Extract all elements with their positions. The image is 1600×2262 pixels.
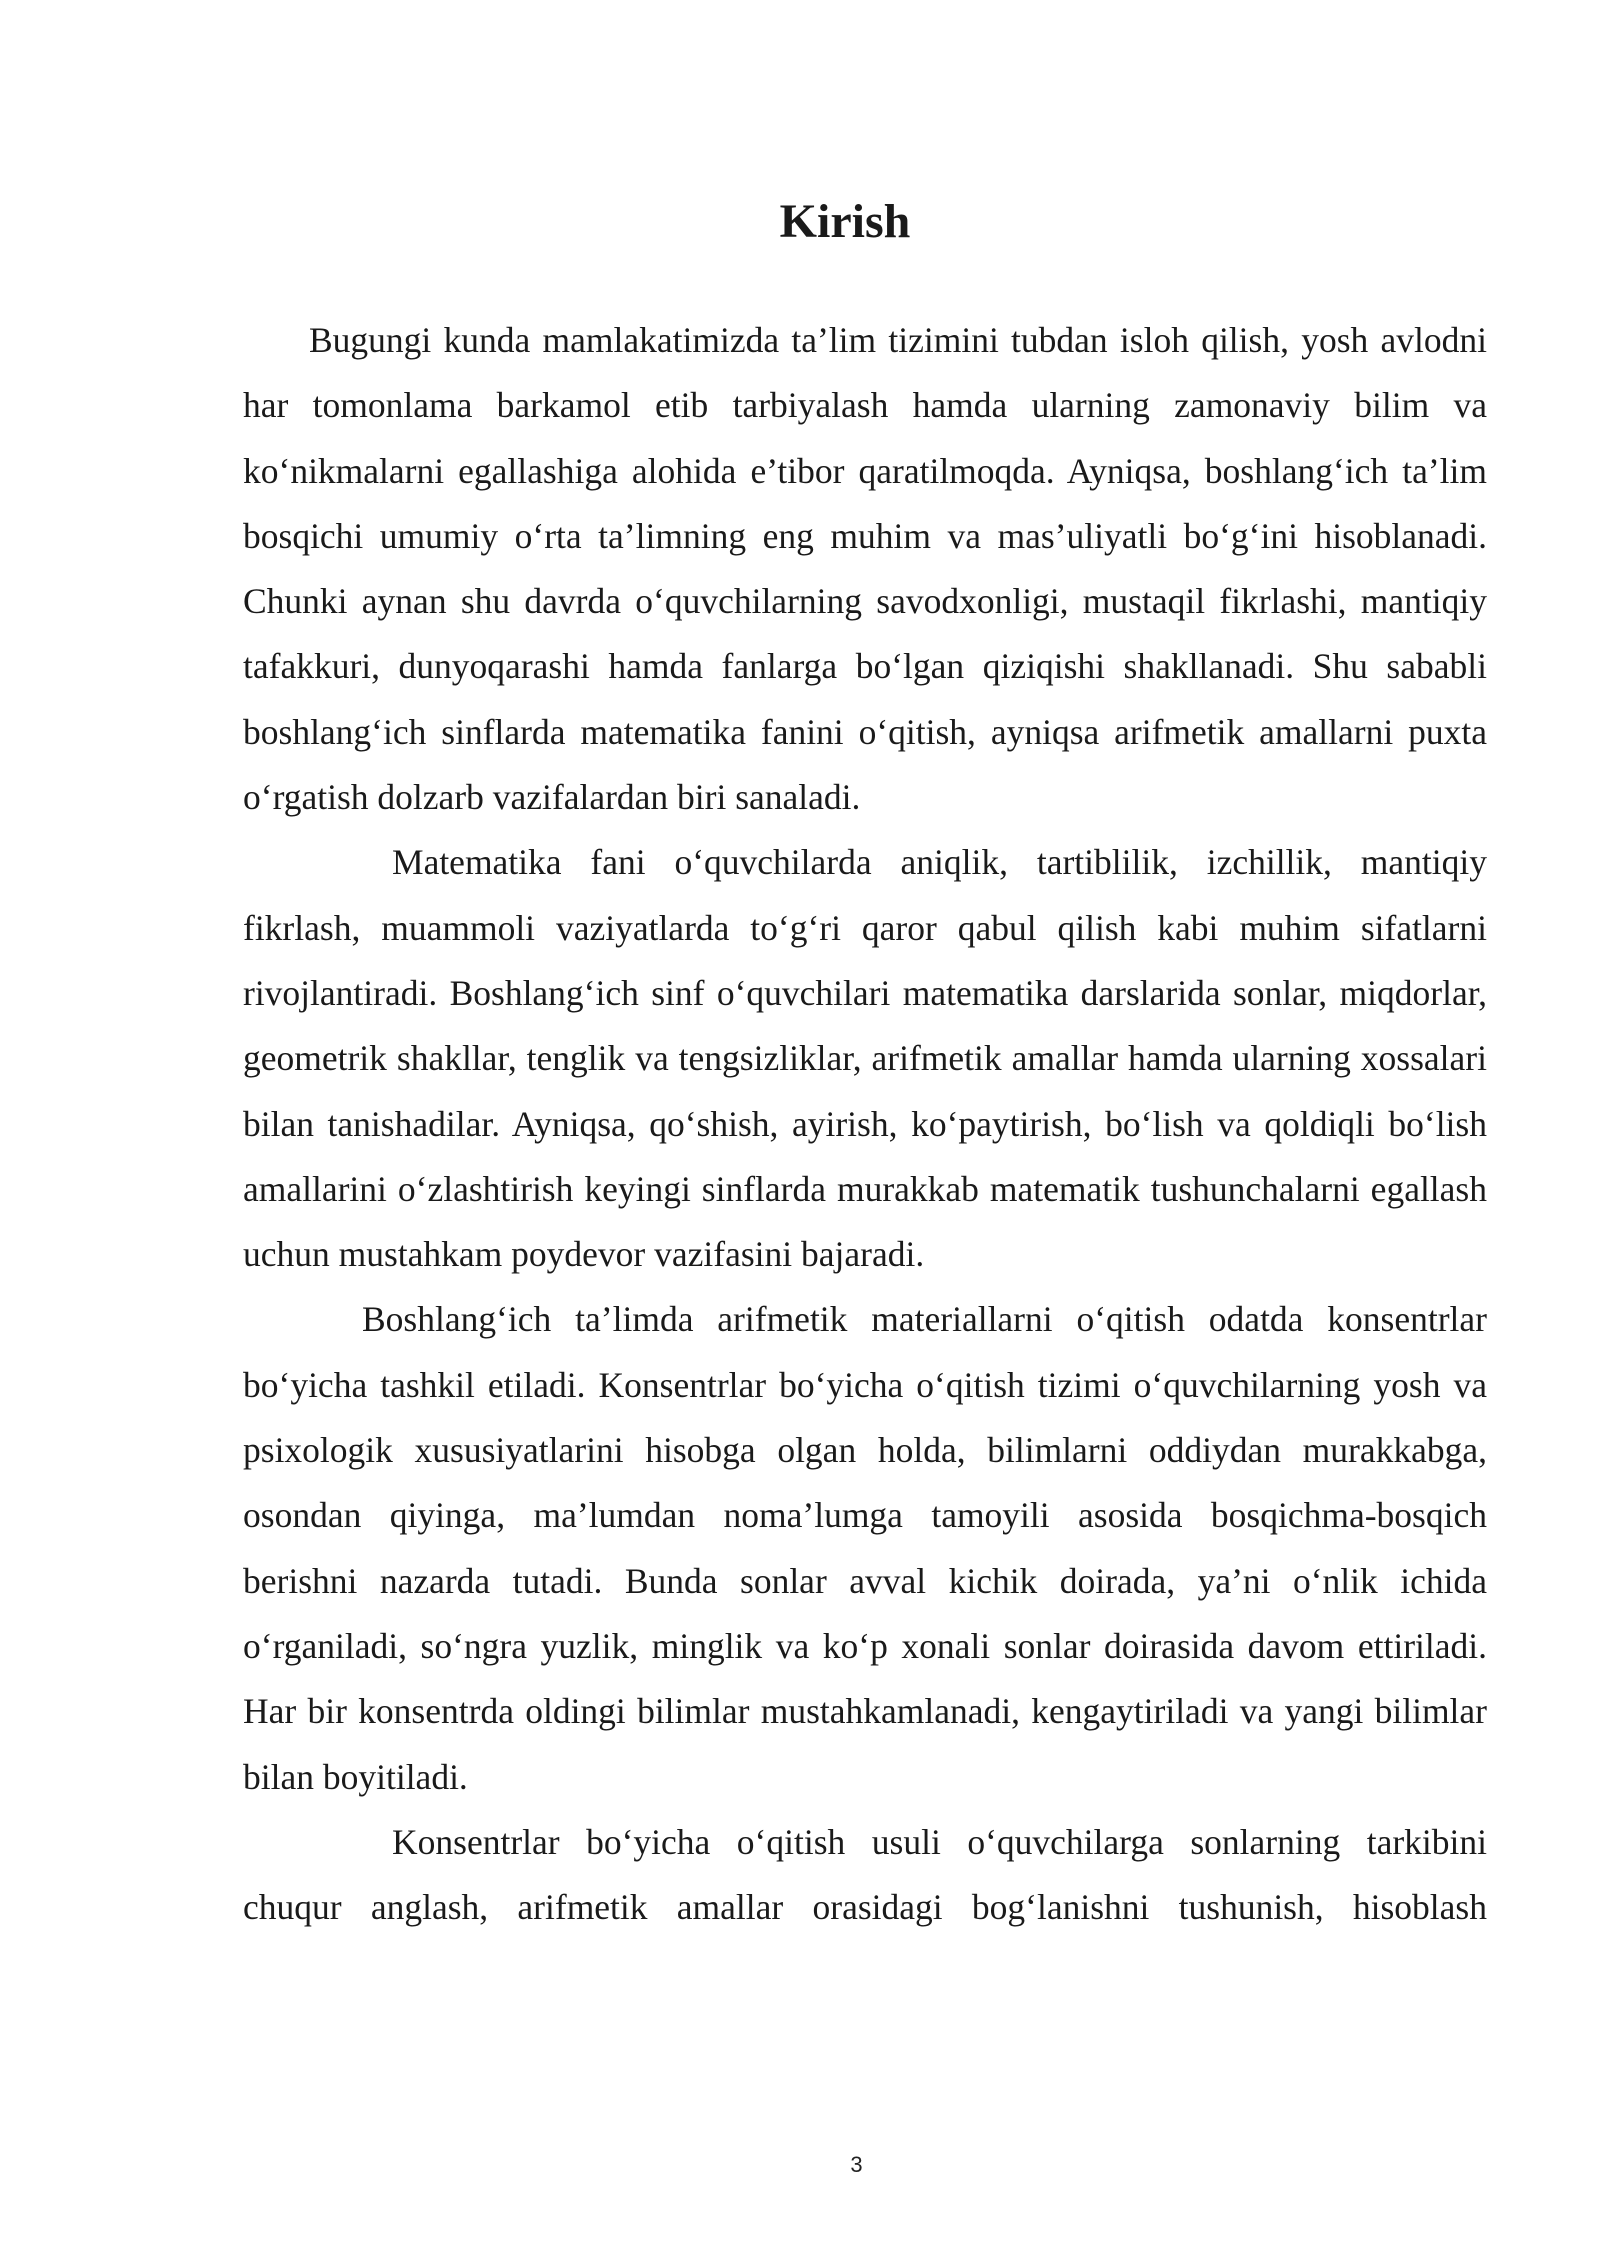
paragraph-4: Konsentrlar bo‘yicha o‘qitish usuli o‘quvchilarga sonlarning tarkibini chuqur anglash, arifmetik amallar orasidagi bog‘lanishni tushunish, hisoblash bbox=[243, 1821, 1487, 1928]
paragraph-2: Matematika fani o‘quvchilarda aniqlik, tartiblilik, izchillik, mantiqiy fikrlash, muammoli vaziyatlarda to‘g‘ri qaror qabul qilish kabi muhim sifatlarni rivojlantiradi. Boshlang‘ich sinf o‘quvchilari matematika darslarida sonlar, miqdorlar, geometrik shakllar, tenglik va tengsizliklar, arifmetik amallar hamda ularning xossalari bilan tanishadilar. Ayniqsa, qo‘shish, ayirish, ko‘paytirish, bo‘lish va qoldiqli bo‘lish amallarini o‘zlashtirish keyingi sinflarda murakkab matematik tushunchalarni egallash uchun mustahkam poydevor vazifasini bajaradi. bbox=[243, 842, 1487, 1275]
page-number: 3 bbox=[850, 2152, 863, 2177]
body-text bbox=[243, 308, 1487, 1940]
paragraph-3: Boshlang‘ich ta’limda arifmetik materiallarni o‘qitish odatda konsentrlar bo‘yicha tashkil etiladi. Konsentrlar bo‘yicha o‘qitish tizimi o‘quvchilarning yosh va psixologik xususiyatlarini hisobga olgan holda, bilimlarni oddiydan murakkabga, osondan qiyinga, ma’lumdan noma’lumga tamoyili asosida bosqichma-bosqich berishni nazarda tutadi. Bunda sonlar avval kichik doirada, ya’ni o‘nlik ichida o‘rganiladi, so‘ngra yuzlik, minglik va ko‘p xonali sonlar doirasida davom ettiriladi. Har bir konsentrda oldingi bilimlar mustahkamlanadi, kengaytiriladi va yangi bilimlar bilan boyitiladi. bbox=[243, 1299, 1487, 1797]
page-title: Kirish bbox=[779, 195, 911, 248]
paragraph-1: Bugungi kunda mamlakatimizda ta’lim tizimini tubdan isloh qilish, yosh avlodni har tomonlama barkamol etib tarbiyalash hamda ularning zamonaviy bilim va ko‘nikmalarni egallashiga alohida e’tibor qaratilmoqda. Ayniqsa, boshlang‘ich ta’lim bosqichi umumiy o‘rta ta’limning eng muhim va mas’uliyatli bo‘g‘ini hisoblanadi. Chunki aynan shu davrda o‘quvchilarning savodxonligi, mustaqil fikrlashi, mantiqiy tafakkuri, dunyoqarashi hamda fanlarga bo‘lgan qiziqishi shakllanadi. Shu sababli boshlang‘ich sinflarda matematika fanini o‘qitish, ayniqsa arifmetik amallarni puxta o‘rgatish dolzarb vazifalardan biri sanaladi. bbox=[243, 320, 1487, 818]
